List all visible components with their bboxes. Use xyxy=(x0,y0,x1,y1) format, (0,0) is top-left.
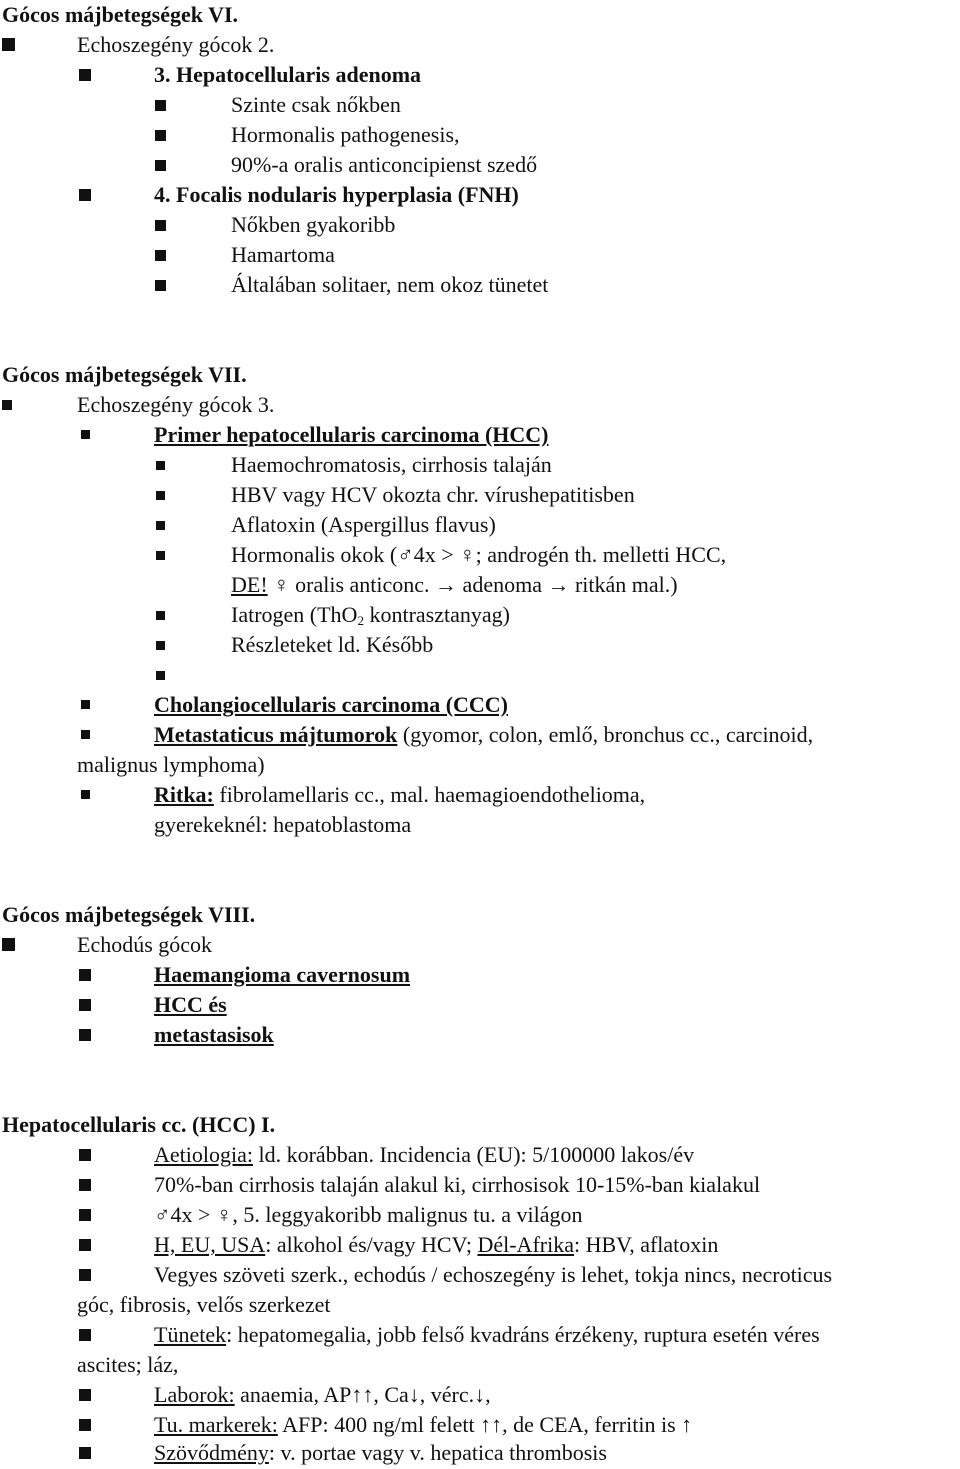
list-item: Szövődmény: v. portae vagy v. hepatica thrombosis xyxy=(0,1438,960,1468)
list-item: Echoszegény gócok 2. xyxy=(0,30,960,60)
square-bullet-icon xyxy=(79,969,91,981)
square-bullet-icon xyxy=(79,1447,91,1459)
square-bullet-icon xyxy=(79,1239,91,1251)
square-bullet-icon xyxy=(79,189,91,201)
square-bullet-icon xyxy=(81,700,90,709)
list-item-continuation: malignus lymphoma) xyxy=(77,752,265,777)
list-item-continuation: DE! ♀ oralis anticonc. → adenoma → ritkán mal.) xyxy=(231,572,678,597)
square-bullet-icon xyxy=(2,400,12,410)
square-bullet-icon xyxy=(79,1029,91,1041)
square-bullet-icon xyxy=(79,1419,91,1431)
list-item: 70%-ban cirrhosis talaján alakul ki, cirrhosisok 10-15%-ban kialakul xyxy=(0,1170,960,1200)
square-bullet-icon xyxy=(79,69,91,81)
square-bullet-icon xyxy=(79,1269,91,1281)
square-bullet-icon xyxy=(79,1179,91,1191)
list-item: Részleteket ld. Később xyxy=(0,630,960,660)
list-item: Haemangioma cavernosum xyxy=(0,960,960,990)
list-item: Általában solitaer, nem okoz tünetet xyxy=(0,270,960,300)
list-item: Ritka: fibrolamellaris cc., mal. haemagioendothelioma, xyxy=(0,780,960,810)
list-item-empty xyxy=(0,660,960,690)
square-bullet-icon xyxy=(156,671,165,680)
section-heading: Hepatocellularis cc. (HCC) I. xyxy=(2,1112,276,1137)
list-item: HCC és xyxy=(0,990,960,1020)
list-item: 3. Hepatocellularis adenoma xyxy=(0,60,960,90)
list-item: 4. Focalis nodularis hyperplasia (FNH) xyxy=(0,180,960,210)
list-item: Nőkben gyakoribb xyxy=(0,210,960,240)
list-item-continuation: góc, fibrosis, velős szerkezet xyxy=(77,1292,331,1317)
list-item: Szinte csak nőkben xyxy=(0,90,960,120)
square-bullet-icon xyxy=(156,521,165,530)
list-item: Hormonalis pathogenesis, xyxy=(0,120,960,150)
square-bullet-icon xyxy=(81,730,90,739)
square-bullet-icon xyxy=(155,250,166,261)
square-bullet-icon xyxy=(156,551,165,560)
list-item: Haemochromatosis, cirrhosis talaján xyxy=(0,450,960,480)
list-item: ♂4x > ♀, 5. leggyakoribb malignus tu. a világon xyxy=(0,1200,960,1230)
list-item: Metastaticus májtumorok (gyomor, colon, emlő, bronchus cc., carcinoid, xyxy=(0,720,960,750)
list-item: HBV vagy HCV okozta chr. vírushepatitisben xyxy=(0,480,960,510)
list-item: Iatrogen (ThO$_2$ kontrasztanyag) xyxy=(0,600,960,630)
square-bullet-icon xyxy=(155,280,166,291)
square-bullet-icon xyxy=(155,130,166,141)
list-item: Echodús gócok xyxy=(0,930,960,960)
list-item: metastasisok xyxy=(0,1020,960,1050)
square-bullet-icon xyxy=(155,100,166,111)
square-bullet-icon xyxy=(81,790,90,799)
square-bullet-icon xyxy=(156,491,165,500)
list-item: Laborok: anaemia, AP↑↑, Ca↓, vérc.↓, xyxy=(0,1380,960,1410)
square-bullet-icon xyxy=(156,461,165,470)
list-item: Vegyes szöveti szerk., echodús / echoszegény is lehet, tokja nincs, necroticus xyxy=(0,1260,960,1290)
list-item: Echoszegény gócok 3. xyxy=(0,390,960,420)
square-bullet-icon xyxy=(156,611,165,620)
square-bullet-icon xyxy=(155,220,166,231)
square-bullet-icon xyxy=(2,938,15,951)
square-bullet-icon xyxy=(156,641,165,650)
square-bullet-icon xyxy=(79,1149,91,1161)
list-item-continuation: gyerekeknél: hepatoblastoma xyxy=(154,812,412,837)
list-item: Aflatoxin (Aspergillus flavus) xyxy=(0,510,960,540)
list-item: 90%-a oralis anticoncipienst szedő xyxy=(0,150,960,180)
list-item: H, EU, USA: alkohol és/vagy HCV; Dél-Afrika: HBV, aflatoxin xyxy=(0,1230,960,1260)
square-bullet-icon xyxy=(79,1389,91,1401)
square-bullet-icon xyxy=(155,160,166,171)
square-bullet-icon xyxy=(79,999,91,1011)
section-heading: Gócos májbetegségek VII. xyxy=(2,362,247,387)
list-item-continuation: ascites; láz, xyxy=(77,1352,179,1377)
list-item: Tu. markerek: AFP: 400 ng/ml felett ↑↑, de CEA, ferritin is ↑ xyxy=(0,1410,960,1440)
square-bullet-icon xyxy=(81,430,90,439)
section-heading: Gócos májbetegségek VI. xyxy=(2,2,239,27)
square-bullet-icon xyxy=(79,1329,91,1341)
list-item: Aetiologia: ld. korábban. Incidencia (EU): 5/100000 lakos/év xyxy=(0,1140,960,1170)
square-bullet-icon xyxy=(2,38,15,51)
section-heading: Gócos májbetegségek VIII. xyxy=(2,902,256,927)
list-item: Tünetek: hepatomegalia, jobb felső kvadráns érzékeny, ruptura esetén véres xyxy=(0,1320,960,1350)
list-item: Cholangiocellularis carcinoma (CCC) xyxy=(0,690,960,720)
list-item: Hamartoma xyxy=(0,240,960,270)
square-bullet-icon xyxy=(79,1209,91,1221)
list-item: Primer hepatocellularis carcinoma (HCC) xyxy=(0,420,960,450)
list-item: Hormonalis okok (♂4x > ♀; androgén th. melletti HCC, xyxy=(0,540,960,570)
